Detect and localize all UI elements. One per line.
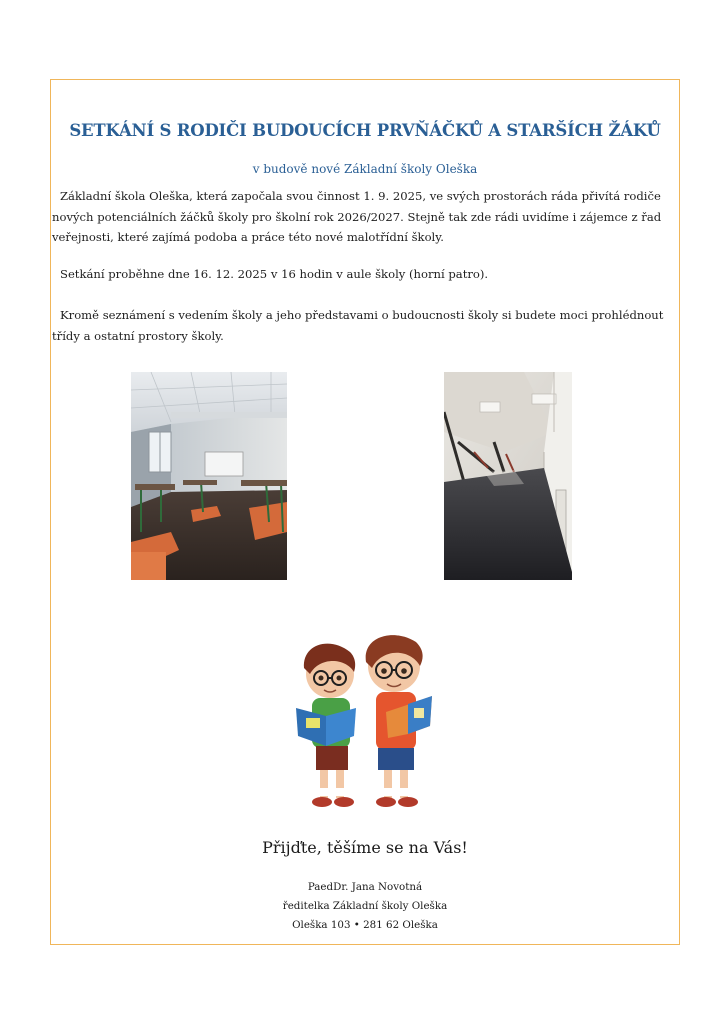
- signature-address: Oleška 103 • 281 62 Oleška: [292, 919, 438, 931]
- classroom-photo: [131, 372, 287, 580]
- two-reading-boys-illustration: [290, 628, 440, 818]
- signature-role: ředitelka Základní školy Oleška: [282, 900, 448, 912]
- paragraph-meeting-date: Setkání proběhne dne 16. 12. 2025 v 16 hodin v aule školy (horní patro).: [60, 267, 489, 281]
- attic-hall-photo: [444, 372, 572, 580]
- signature-block: [50, 878, 680, 935]
- paragraph-intro: Základní škola Oleška, která započala svou činnost 1. 9. 2025, ve svých prostorách ráda přivítá rodiče nových potenciálních žáčků školy pro školní rok 2026/2027. Stejně tak zde rádi uvidíme i zájemce z řad veřejnosti, které zajímá podoba a práce této nové malotřídní školy.: [52, 189, 662, 244]
- page-subtitle: v budově nové Základní školy Oleška: [252, 162, 478, 176]
- signature-name: PaedDr. Jana Novotná: [307, 881, 423, 893]
- closing-invitation: Přijďte, těšíme se na Vás!: [262, 838, 468, 857]
- paragraph-program: Kromě seznámení s vedením školy a jeho představami o budoucnosti školy si budete moci prohlédnout třídy a ostatní prostory školy.: [52, 308, 664, 343]
- page-title: SETKÁNÍ S RODIČI BUDOUCÍCH PRVŇÁČKŮ A STARŠÍCH ŽÁKŮ: [69, 121, 661, 140]
